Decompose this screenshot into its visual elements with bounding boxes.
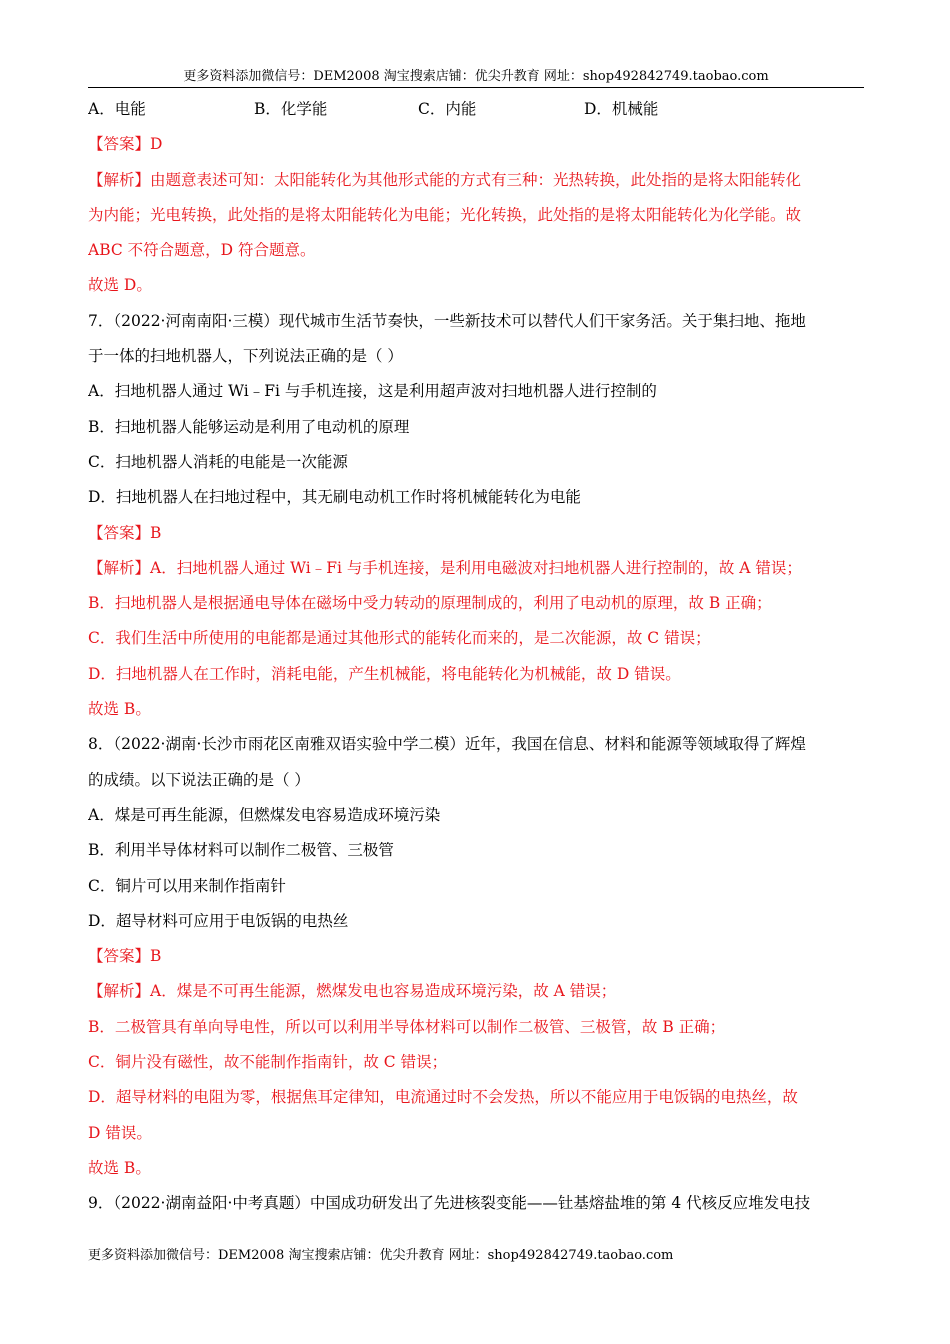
q7-conclusion: 故选 B。 [88, 700, 151, 719]
q6-option-c: C．内能 [418, 100, 477, 118]
q7-analysis-line: C．我们生活中所使用的电能都是通过其他形式的能转化而来的，是二次能源，故 C 错误； [88, 629, 711, 648]
page-header: 更多资料添加微信号：DEM2008 淘宝搜索店铺：优尖升教育 网址：shop492842749.taobao.com [183, 69, 769, 84]
q7-analysis-line: B．扫地机器人是根据通电导体在磁场中受力转动的原理制成的，利用了电动机的原理，故 B 正确； [88, 594, 772, 613]
q6-option-b: B．化学能 [254, 100, 328, 118]
q6-options [88, 92, 864, 127]
q6-analysis-line: 【解析】由题意表述可知：太阳能转化为其他形式能的方式有三种：光热转换，此处指的是将太阳能转化 [88, 170, 802, 189]
page-footer: 更多资料添加微信号：DEM2008 淘宝搜索店铺：优尖升教育 网址：shop492842749.taobao.com [88, 1248, 674, 1263]
q7-stem-line: 7．（2022·河南南阳·三模）现代城市生活节奏快，一些新技术可以替代人们干家务活。关于集扫地、拖地 [88, 311, 806, 330]
q7-stem-line: 于一体的扫地机器人，下列说法正确的是（ ） [88, 347, 403, 366]
q8-answer: 【答案】B [88, 947, 162, 966]
q6-answer: 【答案】D [88, 135, 163, 154]
q8-option-b: B．利用半导体材料可以制作二极管、三极管 [88, 841, 394, 860]
q8-conclusion: 故选 B。 [88, 1158, 151, 1177]
q8-option-a: A．煤是可再生能源，但燃煤发电容易造成环境污染 [88, 805, 441, 824]
q8-analysis-line: C．铜片没有磁性，故不能制作指南针，故 C 错误； [88, 1053, 448, 1072]
q7-option-a: A．扫地机器人通过 Wi﹣Fi 与手机连接，这是利用超声波对扫地机器人进行控制的 [88, 382, 657, 401]
header-divider [88, 87, 864, 88]
q7-analysis-line: D．扫地机器人在工作时，消耗电能，产生机械能，将电能转化为机械能，故 D 错误。 [88, 664, 681, 683]
q8-option-c: C．铜片可以用来制作指南针 [88, 876, 286, 895]
document-body [88, 92, 864, 1222]
q7-option-b: B．扫地机器人能够运动是利用了电动机的原理 [88, 417, 410, 436]
q9-stem-line: 9．（2022·湖南益阳·中考真题）中国成功研发出了先进核裂变能——钍基熔盐堆的第 4 代核反应堆发电技 [88, 1194, 811, 1213]
q8-analysis-line: 【解析】A．煤是不可再生能源，燃煤发电也容易造成环境污染，故 A 错误； [88, 982, 617, 1001]
q8-option-d: D．超导材料可应用于电饭锅的电热丝 [88, 911, 349, 930]
q6-option-d: D．机械能 [584, 100, 659, 118]
q8-analysis-line: D．超导材料的电阻为零，根据焦耳定律知，电流通过时不会发热，所以不能应用于电饭锅的电热丝，故 [88, 1088, 798, 1107]
q6-analysis-line: 为内能；光电转换，此处指的是将太阳能转化为电能；光化转换，此处指的是将太阳能转化为化学能。故 [88, 205, 802, 224]
q8-analysis-line: B．二极管具有单向导电性，所以可以利用半导体材料可以制作二极管、三极管，故 B 正确； [88, 1017, 726, 1036]
q6-option-a: A．电能 [88, 100, 146, 118]
q7-analysis-line: 【解析】A．扫地机器人通过 Wi﹣Fi 与手机连接，是利用电磁波对扫地机器人进行控制的，故 A 错误； [88, 558, 802, 577]
q6-conclusion: 故选 D。 [88, 276, 152, 295]
q7-answer: 【答案】B [88, 523, 162, 542]
q8-analysis-line: D 错误。 [88, 1123, 152, 1142]
q8-stem-line: 的成绩。以下说法正确的是（ ） [88, 770, 310, 789]
q6-analysis-line: ABC 不符合题意，D 符合题意。 [88, 241, 316, 260]
q8-stem-line: 8．（2022·湖南·长沙市雨花区南雅双语实验中学二模）近年，我国在信息、材料和能源等领域取得了辉煌 [88, 735, 806, 754]
q7-option-d: D．扫地机器人在扫地过程中，其无刷电动机工作时将机械能转化为电能 [88, 488, 581, 507]
q7-option-c: C．扫地机器人消耗的电能是一次能源 [88, 452, 348, 471]
